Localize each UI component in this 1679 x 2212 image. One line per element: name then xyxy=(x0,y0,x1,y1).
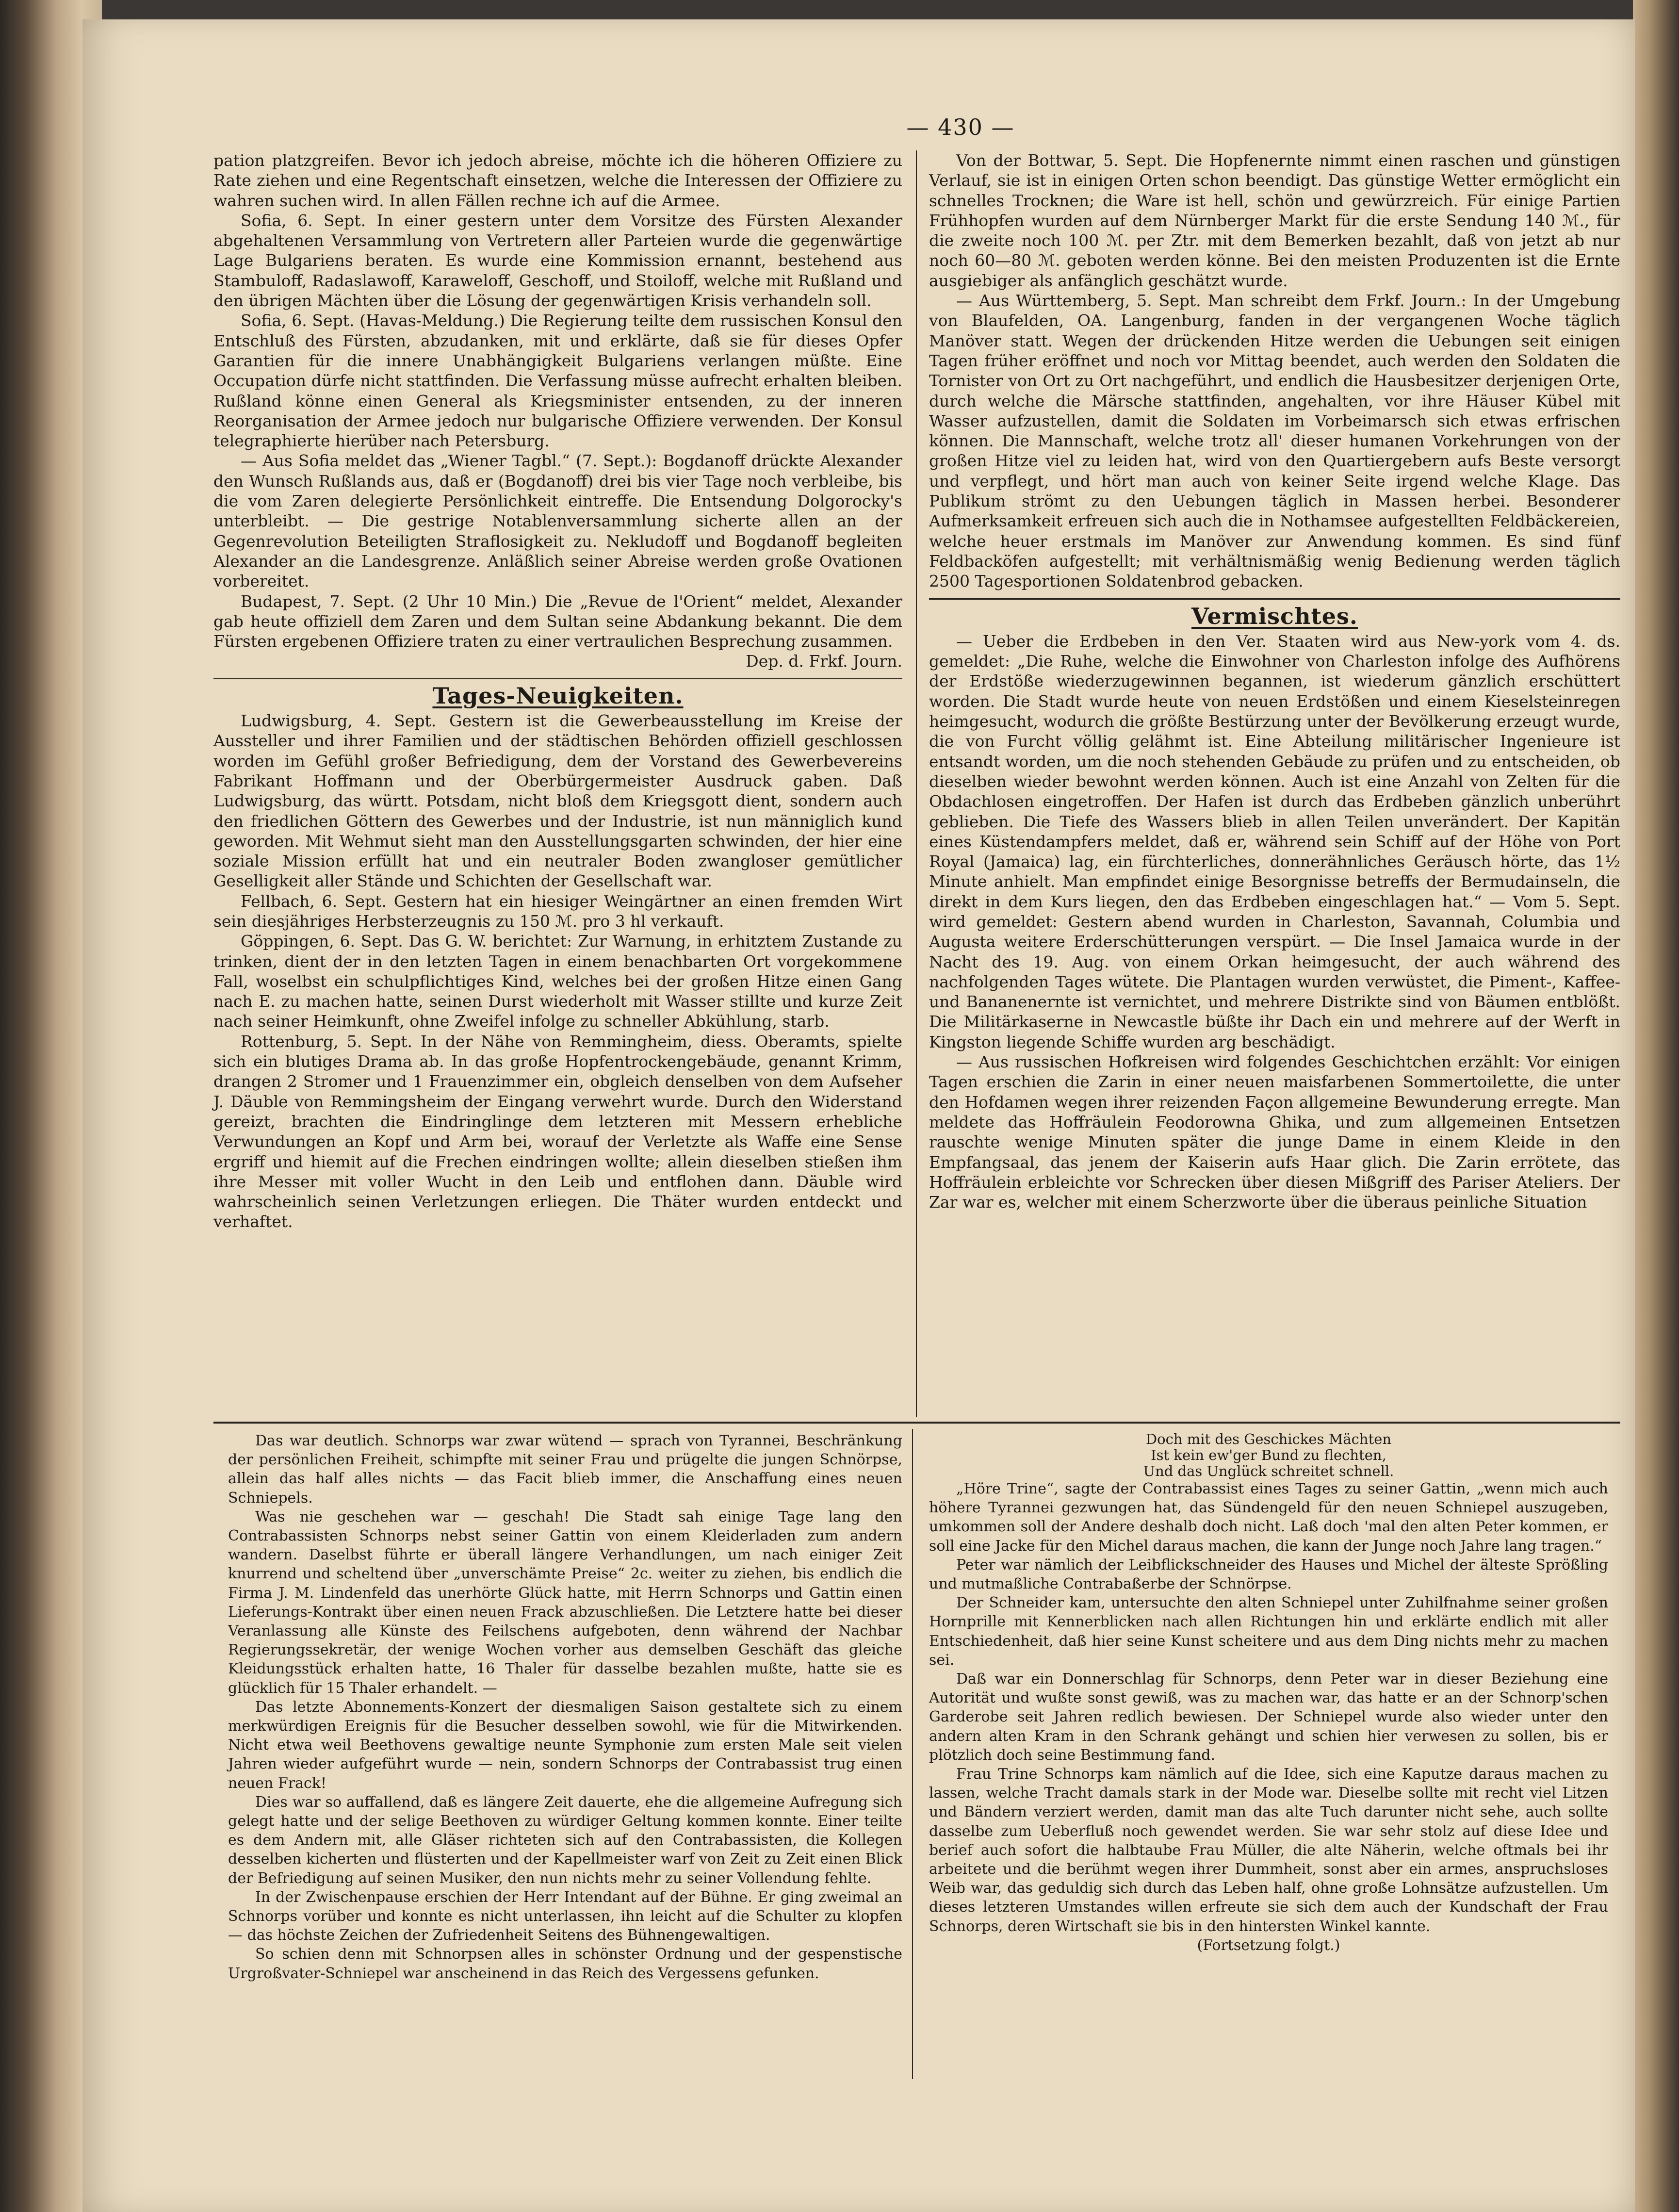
paragraph: Sofia, 6. Sept. In einer gestern unter dem Vorsitze des Fürsten Alexander abgehaltenen Versammlung von Vertretern aller Parteien wurde die gegenwärtige Lage Bulgariens beraten. Es wurde eine Kommission ernannt, bestehend aus Stambuloff, Radaslawoff, Karaweloff, Geschoff, und Stoiloff, welche mit Rußland und den übrigen Mächten über die Lösung der gegenwärtigen Krisis verhandeln soll. xyxy=(213,211,902,311)
continued-note: (Fortsetzung folgt.) xyxy=(1197,1936,1340,1954)
paragraph: Der Schneider kam, untersuchte den alten Schniepel unter Zuhilfnahme seiner großen Hornprille mit Kennerblicken nach allen Richtungen hin und erklärte endlich mit aller Entschiedenheit, daß hier seine Kunst scheitere und aus dem Ding nichts mehr zu machen sei. xyxy=(929,1594,1608,1669)
section-rule xyxy=(213,678,902,679)
paragraph: Ludwigsburg, 4. Sept. Gestern ist die Gewerbeausstellung im Kreise der Aussteller und ihrer Familien und der städtischen Behörden offiziell geschlossen worden im Gefühl großer Befriedigung, dem der Vorstand des Gewerbevereins Fabrikant Hoffmann und der Oberbürgermeister Ausdruck gaben. Daß Ludwigsburg, das württ. Potsdam, nicht bloß dem Kriegsgott dient, sondern auch den friedlichen Göttern des Gewerbes und der Industrie, ist nun männiglich kund geworden. Mit Wehmut sieht man den Ausstellungsgarten schwinden, der hier eine soziale Mission erfüllt hat und ein neutraler Boden zwangloser gemütlicher Geselligkeit aller Stände und Schichten der Gesellschaft war. xyxy=(213,711,902,891)
paragraph: — Aus russischen Hofkreisen wird folgendes Geschichtchen erzählt: Vor einigen Tagen erschien die Zarin in einer neuen maisfarbenen Sommertoilette, die unter den Hofdamen wegen ihrer reizenden Façon allgemeine Bewunderung erregte. Man meldete das Hoffräulein Feodorowna Ghika, und zum allgemeinen Entsetzen rauschte wenige Minuten später die junge Dame in einem Kleide in den Empfangsaal, das jenem der Kaiserin aufs Haar glich. Die Zarin errötete, das Hoffräulein erbleichte vor Schrecken über diesen Mißgriff des Pariser Ateliers. Der Zar war es, welcher mit einem Scherzworte über die überaus peinliche Situation xyxy=(929,1052,1620,1212)
paragraph: — Aus Sofia meldet das „Wiener Tagbl.“ (7. Sept.): Bogdanoff drückte Alexander den Wunsch Rußlands aus, daß er (Bogdanoff) drei bis vier Tage noch verbleibe, bis die vom Zaren delegierte Persönlichkeit eintreffe. Die Entsendung Dolgorocky's unterbleibt. — Die gestrige Notablenversammlung sicherte allen an der Gegenrevolution Beteiligten Straflosigkeit zu. Nekludoff und Bogdanoff begleiten Alexander an die Landesgrenze. Anläßlich seiner Abreise werden große Ovationen vorbereitet. xyxy=(213,451,902,591)
feuilleton-column-rule xyxy=(912,1429,913,2079)
section-heading: Tages-Neuigkeiten. xyxy=(432,682,684,709)
feuilleton-right xyxy=(929,1431,1608,1955)
page-number: — 430 — xyxy=(906,114,1015,140)
paragraph: Sofia, 6. Sept. (Havas-Meldung.) Die Regierung teilte dem russischen Konsul den Entschluß des Fürsten, abzudanken, mit und erklärte, daß sie für dieses Opfer Garantien für die innere Unabhängigkeit Bulgariens verlangen müßte. Eine Occupation dürfe nicht stattfinden. Die Verfassung müsse aufrecht erhalten bleiben. Rußland könne einen General als Kriegsminister entsenden, zu der inneren Reorganisation der Armee jedoch nur bulgarische Offiziere verwenden. Der Konsul telegraphierte hierüber nach Petersburg. xyxy=(213,311,902,451)
verse-line: Ist kein ew'ger Bund zu flechten, xyxy=(1151,1447,1386,1463)
paragraph: Rottenburg, 5. Sept. In der Nähe von Remmingheim, diess. Oberamts, spielte sich ein blutiges Drama ab. In das große Hopfentrockengebäude, genannt Krimm, drangen 2 Stromer und 1 Frauenzimmer ein, obgleich denselben von dem Aufseher J. Däuble von Remmingsheim der Eingang verwehrt wurde. Durch den Widerstand gereizt, brachten die Eindringlinge dem letzteren mit Messern erhebliche Verwundungen an Kopf und Arm bei, worauf der Verletzte als Waffe eine Sense ergriff und hiemit auf die Frechen eindringen wollte; allein dieselben stießen ihm ihre Messer mit voller Wucht in den Leib und entflohen dann. Däuble wird wahrscheinlich seinen Verletzungen erliegen. Die Thäter wurden entdeckt und verhaftet. xyxy=(213,1032,902,1231)
paragraph: pation platzgreifen. Bevor ich jedoch abreise, möchte ich die höheren Offiziere zu Rate ziehen und eine Regentschaft einsetzen, welche die Interessen der Offiziere zu wahren suchen wird. In allen Fällen rechne ich auf die Armee. xyxy=(213,151,902,210)
paragraph: Was nie geschehen war — geschah! Die Stadt sah einige Tage lang den Contrabassisten Schnorps nebst seiner Gattin von einem Kleiderladen zum andern wandern. Daselbst führte er überall längere Verhandlungen, um nach einiger Zeit knurrend und scheltend über „unverschämte Preise“ 2c. weiter zu ziehen, bis endlich die Firma J. M. Lindenfeld das unerhörte Glück hatte, mit Herrn Schnorps und Gattin einen Lieferungs-Kontrakt über einen neuen Frack abzuschließen. Die Letztere hatte bei dieser Veranlassung alle Künste des Feilschens aufgeboten, denn während der Nachbar Regierungssekretär, der wenige Wochen vorher aus demselben Geschäft das gleiche Kleidungsstück erhalten hatte, 16 Thaler für dasselbe bezahlen mußte, hatte sie es glücklich für 15 Thaler erhandelt. — xyxy=(228,1508,902,1697)
paragraph: Das war deutlich. Schnorps war zwar wütend — sprach von Tyrannei, Beschränkung der persönlichen Freiheit, schimpfte mit seiner Frau und prügelte die jungen Schnörpse, allein das half alles nichts — das Facit blieb immer, die Anschaffung eines neuen Schniepels. xyxy=(228,1432,902,1507)
paragraph: Budapest, 7. Sept. (2 Uhr 10 Min.) Die „Revue de l'Orient“ meldet, Alexander gab heute offiziell dem Zaren und dem Sultan seine Abdankung bekannt. Die dem Fürsten ergebenen Offiziere traten zu einer vertraulichen Besprechung zusammen. xyxy=(213,591,902,651)
paragraph: Frau Trine Schnorps kam nämlich auf die Idee, sich eine Kaputze daraus machen zu lassen, welche Tracht damals stark in der Mode war. Dieselbe sollte mit recht viel Litzen und Bändern verziert werden, damit man das alte Tuch darunter nicht sehe, auch sollte dasselbe zum Ueberfluß noch gewendet werden. Sie war sehr stolz auf diese Idee und berief auch sofort die halbtaube Frau Müller, die alte Näherin, welche oftmals bei ihr arbeitete und die berühmt wegen ihrer Dummheit, sonst aber ein armes, anspruchsloses Weib war, das geduldig sich durch das Leben half, ohne große Lohnsätze aufzustellen. Um dieses letzteren Umstandes willen erfreute sie sich dem auch der Kundschaft der Frau Schnorps, deren Wirtschaft sie bis in den hintersten Winkel kannte. xyxy=(929,1766,1608,1935)
section-rule xyxy=(929,598,1620,600)
verse-line: Und das Unglück schreitet schnell. xyxy=(1143,1463,1394,1479)
paragraph: Göppingen, 6. Sept. Das G. W. berichtet: Zur Warnung, in erhitztem Zustande zu trinken, dient der in den letzten Tagen in einem benachbarten Ort vorgekommene Fall, woselbst ein schulpflichtiges Kind, welches bei der großen Hitze einen Gang nach E. zu machen hatte, seinen Durst wiederholt mit Wasser stillte und kurze Zeit nach seiner Heimkunft, ohne Zweifel infolge zu schneller Abkühlung, starb. xyxy=(213,932,902,1031)
section-heading: Vermischtes. xyxy=(1191,603,1358,629)
paragraph: — Aus Württemberg, 5. Sept. Man schreibt dem Frkf. Journ.: In der Umgebung von Blaufelden, OA. Langenburg, fanden in der vergangenen Woche täglich Manöver statt. Wegen der drückenden Hitze werden die Uebungen seit einigen Tagen früher eröffnet und noch vor Mittag beendet, auch werden den Soldaten die Tornister von Ort zu Ort nachgeführt, und endlich die Hausbesitzer derjenigen Orte, durch welche die Märsche stattfinden, angehalten, vor ihre Häuser Kübel mit Wasser aufzustellen, damit die Soldaten im Vorbeimarsch sich etwas erfrischen können. Die Mannschaft, welche trotz all' dieser humanen Vorkehrungen von der großen Hitze viel zu leiden hat, wird von den Quartiergebern aufs Beste versorgt und verpflegt, und hört man auch von keiner Seite irgend welche Klage. Das Publikum strömt zu den Uebungen täglich in Massen herbei. Besonderer Aufmerksamkeit erfreuen sich auch die in Nothamsee aufgestellten Feldbäckereien, welche heuer erstmals im Manöver zur Anwendung kommen. Es sind fünf Feldbacköfen aufgestellt; mit verhältnismäßig wenig Bedienung werden täglich 2500 Tagesportionen Soldatenbrod gebacken. xyxy=(929,291,1620,591)
newspaper-page xyxy=(82,19,1635,2212)
paragraph: Das letzte Abonnements-Konzert der diesmaligen Saison gestaltete sich zu einem merkwürdigen Ereignis für die Besucher desselben sowohl, wie für die Mitwirkenden. Nicht etwa weil Beethovens gewaltige neunte Symphonie zum ersten Male seit vielen Jahren wieder aufgeführt wurde — nein, sondern Schnorps der Contrabassist trug einen neuen Frack! xyxy=(228,1698,902,1792)
book-edge-right xyxy=(1633,0,1679,2212)
paragraph: Peter war nämlich der Leibflickschneider des Hauses und Michel der älteste Sprößling und mutmaßliche Contrabaßerbe der Schnörpse. xyxy=(929,1556,1608,1593)
paragraph: Dies war so auffallend, daß es längere Zeit dauerte, ehe die allgemeine Aufregung sich gelegt hatte und der selige Beethoven zu würdiger Geltung kommen konnte. Einer teilte es dem Andern mit, alle Gläser richteten sich auf den Contrabassisten, die Kollegen desselben kicherten und flüsterten und der Kapellmeister warf von Zeit zu Zeit einen Blick der Befriedigung auf seinen Musiker, den nun nichts mehr zu seiner Vollendung fehlte. xyxy=(228,1793,902,1887)
column-left xyxy=(213,150,902,1232)
paragraph: So schien denn mit Schnorpsen alles in schönster Ordnung und der gespenstische Urgroßvater-Schniepel war anscheinend in das Reich des Vergessens gefunken. xyxy=(228,1946,902,1982)
paragraph: — Ueber die Erdbeben in den Ver. Staaten wird aus New-york vom 4. ds. gemeldet: „Die Ruhe, welche die Einwohner von Charleston infolge des Aufhörens der Erdstöße wiederzugewinnen begannen, ist wiederum gänzlich erschüttert worden. Die Stadt wurde heute von neuen Erdstößen und einem Kieselsteinregen heimgesucht, wodurch die größte Bestürzung unter der Bevölkerung erzeugt wurde, die von Furcht völlig gelähmt ist. Eine Abteilung militärischer Ingenieure ist entsandt worden, um die noch stehenden Gebäude zu prüfen und zu entscheiden, ob dieselben wieder bewohnt werden können. Auch ist eine Anzahl von Zelten für die Obdachlosen eingetroffen. Der Hafen ist durch das Erdbeben gänzlich unberührt geblieben. Die Tiefe des Wassers blieb in allen Teilen unverändert. Der Kapitän eines Küstendampfers meldet, daß er, während sein Schiff auf der Höhe von Port Royal (Jamaica) lag, ein fürchterliches, donnerähnliches Geräusch hörte, das 1½ Minute anhielt. Man empfindet einige Besorgnisse betreffs der Bermudainseln, die direkt in dem Kurs liegen, den das Erdbeben eingeschlagen hat.“ — Vom 5. Sept. wird gemeldet: Gestern abend wurden in Charleston, Savannah, Columbia und Augusta weitere Erderschütterungen verspürt. — Die Insel Jamaica wurde in der Nacht des 19. Aug. von einem Orkan heimgesucht, der auch während des nachfolgenden Tages wütete. Die Plantagen wurden verwüstet, die Piment-, Kaffee- und Bananenernte ist vernichtet, und mehrere Distrikte sind von Bäumen entblößt. Die Militärkaserne in Newcastle büßte ihr Dach ein und mehrere auf der Werft in Kingston liegende Schiffe wurden arg beschädigt. xyxy=(929,631,1620,1051)
paragraph: Daß war ein Donnerschlag für Schnorps, denn Peter war in dieser Beziehung eine Autorität und wußte sonst gewiß, was zu machen war, das hatte er an der Schnorp'schen Garderobe seit Jahren redlich bewiesen. Der Schniepel wurde also wieder unter den andern alten Kram in den Schrank gehängt und schien hier verwesen zu sollen, bis er plötzlich doch seine Bestimmung fand. xyxy=(929,1671,1608,1764)
column-rule xyxy=(916,150,917,1417)
verse-line: Doch mit des Geschickes Mächten xyxy=(1145,1431,1392,1447)
paragraph: „Höre Trine“, sagte der Contrabassist eines Tages zu seiner Gattin, „wenn mich auch höhere Tyrannei gezwungen hat, das Sündengeld für den neuen Schniepel auszugeben, umkommen soll der Andere deshalb doch nicht. Laß doch 'mal den alten Peter kommen, er soll eine Jacke für den Michel daraus machen, die kann der Junge noch Jahre lang tragen.“ xyxy=(929,1480,1608,1555)
paragraph: Von der Bottwar, 5. Sept. Die Hopfenernte nimmt einen raschen und günstigen Verlauf, sie ist in einigen Orten schon beendigt. Das günstige Wetter ermöglicht ein schnelles Trocknen; die Ware ist hell, schön und gewürzreich. Für einige Partien Frühhopfen wurden auf dem Nürnberger Markt für die erste Sendung 140 ℳ., für die zweite noch 100 ℳ. per Ztr. mit dem Bemerken bezahlt, daß von jetzt ab nur noch 60—80 ℳ. geboten werden könne. Bei den meisten Produzenten ist die Ernte ausgiebiger als anfänglich geschätzt wurde. xyxy=(929,151,1620,290)
paragraph: Fellbach, 6. Sept. Gestern hat ein hiesiger Weingärtner an einen fremden Wirt sein diesjähriges Herbsterzeugnis zu 150 ℳ. pro 3 hl verkauft. xyxy=(213,891,902,931)
feuilleton-left xyxy=(228,1431,902,1983)
column-right xyxy=(929,150,1620,1212)
feuilleton-rule xyxy=(213,1422,1620,1424)
paragraph: In der Zwischenpause erschien der Herr Intendant auf der Bühne. Er ging zweimal an Schnorps vorüber und konnte es nicht unterlassen, ihn leicht auf die Schulter zu klopfen — das höchste Zeichen der Zufriedenheit Seitens des Bühnengewaltigen. xyxy=(228,1888,902,1944)
source-line: Dep. d. Frkf. Journ. xyxy=(746,652,902,671)
